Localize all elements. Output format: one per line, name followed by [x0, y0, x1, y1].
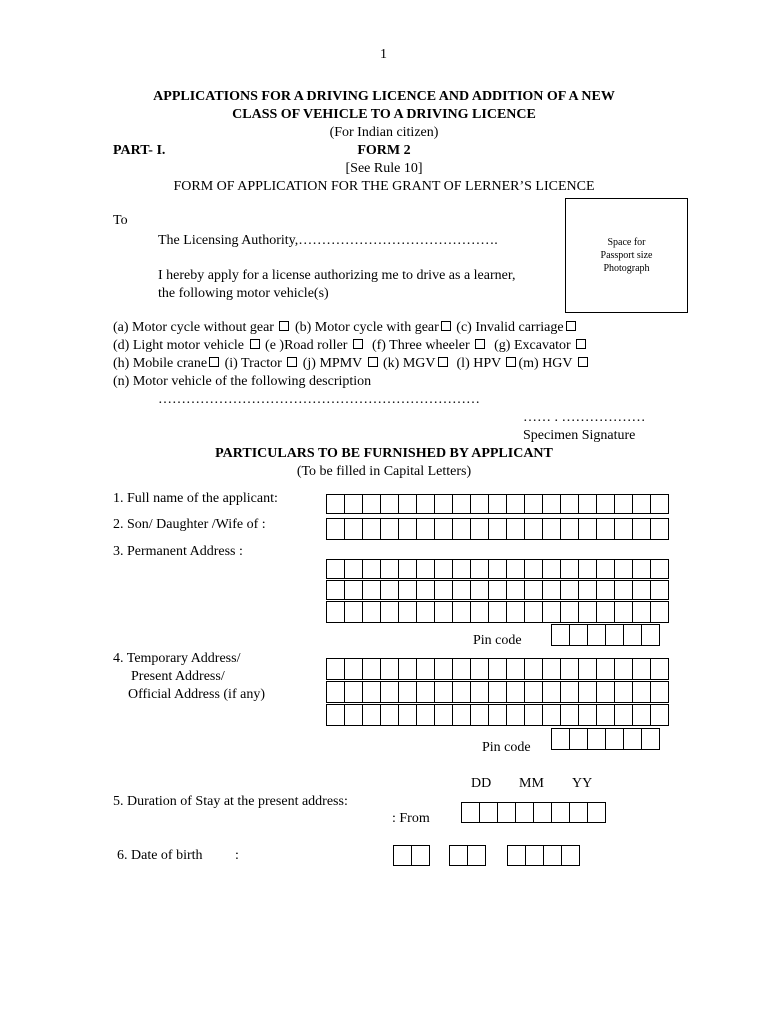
char-box[interactable] — [525, 681, 543, 703]
char-box[interactable] — [480, 802, 498, 823]
char-box[interactable] — [543, 601, 561, 623]
char-box[interactable] — [435, 658, 453, 680]
char-box[interactable] — [489, 580, 507, 600]
char-box[interactable] — [507, 494, 525, 514]
particulars-heading: PARTICULARS TO BE FURNISHED BY APPLICANT — [215, 446, 553, 461]
char-box[interactable] — [327, 681, 345, 703]
char-box[interactable] — [561, 601, 579, 623]
char-box[interactable] — [498, 802, 516, 823]
char-box[interactable] — [381, 601, 399, 623]
temp-address-label-3: Official Address (if any) — [128, 687, 265, 702]
char-box[interactable] — [345, 580, 363, 600]
char-box[interactable] — [435, 704, 453, 726]
char-box[interactable] — [399, 658, 417, 680]
char-box[interactable] — [615, 580, 633, 600]
char-box[interactable] — [381, 658, 399, 680]
vehicle-m-label: (m) HGV — [518, 356, 573, 371]
char-box[interactable] — [417, 601, 435, 623]
full-name-label: 1. Full name of the applicant: — [113, 491, 278, 506]
char-box[interactable] — [471, 494, 489, 514]
pin-code-label-1: Pin code — [473, 633, 522, 648]
to-label: To — [113, 213, 128, 228]
char-box[interactable] — [534, 802, 552, 823]
char-box[interactable] — [561, 518, 579, 540]
char-box[interactable] — [417, 559, 435, 579]
char-box[interactable] — [615, 518, 633, 540]
char-box[interactable] — [327, 658, 345, 680]
vehicle-row-2 — [113, 338, 588, 354]
char-box[interactable] — [435, 681, 453, 703]
char-box[interactable] — [633, 681, 651, 703]
char-box[interactable] — [381, 518, 399, 540]
char-box[interactable] — [579, 601, 597, 623]
vehicle-c-label: (c) Invalid carriage — [456, 320, 564, 335]
char-box[interactable] — [561, 559, 579, 579]
char-box[interactable] — [399, 559, 417, 579]
char-box[interactable] — [526, 845, 544, 866]
char-box[interactable] — [489, 658, 507, 680]
char-box[interactable] — [417, 580, 435, 600]
char-box[interactable] — [435, 601, 453, 623]
char-box[interactable] — [525, 658, 543, 680]
duration-label: 5. Duration of Stay at the present address: — [113, 794, 348, 809]
char-box[interactable] — [633, 658, 651, 680]
dob-label: 6. Date of birth — [117, 848, 203, 863]
char-box[interactable] — [543, 518, 561, 540]
char-box[interactable] — [435, 559, 453, 579]
char-box[interactable] — [525, 704, 543, 726]
temp-address-boxes-row3[interactable] — [326, 704, 669, 726]
vehicle-row-3 — [113, 356, 590, 372]
char-box[interactable] — [579, 681, 597, 703]
char-box[interactable] — [489, 601, 507, 623]
vehicle-n-description-line[interactable]: …………………………………………………………… — [158, 392, 480, 407]
char-box[interactable] — [417, 681, 435, 703]
char-box[interactable] — [525, 494, 543, 514]
char-box[interactable] — [615, 559, 633, 579]
char-box[interactable] — [543, 704, 561, 726]
char-box[interactable] — [471, 658, 489, 680]
vehicle-k-label: (k) MGV — [383, 356, 436, 371]
vehicle-f-label: (f) Three wheeler — [371, 338, 470, 353]
char-box[interactable] — [615, 601, 633, 623]
char-box[interactable] — [327, 494, 345, 514]
char-box[interactable] — [450, 845, 468, 866]
specimen-signature-label: Specimen Signature — [523, 428, 636, 443]
vehicle-d-checkbox[interactable] — [250, 339, 260, 349]
char-box[interactable] — [327, 704, 345, 726]
char-box[interactable] — [597, 559, 615, 579]
application-title: FORM OF APPLICATION FOR THE GRANT OF LERNER’S LICENCE — [173, 179, 595, 194]
char-box[interactable] — [399, 518, 417, 540]
char-box[interactable] — [462, 802, 480, 823]
char-box[interactable] — [381, 681, 399, 703]
char-box[interactable] — [363, 681, 381, 703]
char-box[interactable] — [435, 580, 453, 600]
char-box[interactable] — [489, 494, 507, 514]
char-box[interactable] — [363, 559, 381, 579]
char-box[interactable] — [507, 518, 525, 540]
vehicle-i-label: (i) Tractor — [224, 356, 282, 371]
char-box[interactable] — [417, 658, 435, 680]
char-box[interactable] — [399, 494, 417, 514]
char-box[interactable] — [633, 559, 651, 579]
vehicle-m-checkbox[interactable] — [578, 357, 588, 367]
char-box[interactable] — [507, 681, 525, 703]
char-box[interactable] — [633, 518, 651, 540]
char-box[interactable] — [544, 845, 562, 866]
vehicle-a-label: (a) Motor cycle without gear — [113, 320, 274, 335]
char-box[interactable] — [579, 494, 597, 514]
char-box[interactable] — [453, 704, 471, 726]
char-box[interactable] — [399, 580, 417, 600]
char-box[interactable] — [381, 704, 399, 726]
vehicle-g-label: (g) Excavator — [494, 338, 571, 353]
form-number: FORM 2 — [357, 143, 411, 158]
char-box[interactable] — [651, 494, 669, 514]
char-box[interactable] — [651, 658, 669, 680]
char-box[interactable] — [435, 518, 453, 540]
vehicle-b-checkbox[interactable] — [441, 321, 451, 331]
char-box[interactable] — [507, 704, 525, 726]
char-box[interactable] — [399, 681, 417, 703]
char-box[interactable] — [570, 624, 588, 646]
char-box[interactable] — [615, 681, 633, 703]
char-box[interactable] — [561, 580, 579, 600]
permanent-address-boxes-row1[interactable] — [326, 559, 669, 579]
char-box[interactable] — [453, 559, 471, 579]
char-box[interactable] — [597, 704, 615, 726]
char-box[interactable] — [651, 601, 669, 623]
char-box[interactable] — [399, 601, 417, 623]
char-box[interactable] — [606, 728, 624, 750]
char-box[interactable] — [345, 681, 363, 703]
pin-code-boxes-2[interactable] — [551, 728, 660, 750]
relation-label: 2. Son/ Daughter /Wife of : — [113, 517, 266, 532]
char-box[interactable] — [345, 518, 363, 540]
char-box[interactable] — [453, 681, 471, 703]
vehicle-e-checkbox[interactable] — [353, 339, 363, 349]
char-box[interactable] — [633, 601, 651, 623]
char-box[interactable] — [327, 559, 345, 579]
char-box[interactable] — [642, 728, 660, 750]
char-box[interactable] — [552, 802, 570, 823]
char-box[interactable] — [453, 518, 471, 540]
char-box[interactable] — [345, 559, 363, 579]
char-box[interactable] — [453, 601, 471, 623]
char-box[interactable] — [525, 559, 543, 579]
char-box[interactable] — [642, 624, 660, 646]
signature-line[interactable]: …… . ……………… — [523, 410, 646, 425]
full-name-boxes[interactable] — [326, 494, 669, 514]
char-box[interactable] — [525, 518, 543, 540]
char-box[interactable] — [543, 658, 561, 680]
relation-boxes[interactable] — [326, 518, 669, 540]
vehicle-l-checkbox[interactable] — [506, 357, 516, 367]
char-box[interactable] — [471, 580, 489, 600]
char-box[interactable] — [399, 704, 417, 726]
char-box[interactable] — [597, 681, 615, 703]
char-box[interactable] — [588, 624, 606, 646]
char-box[interactable] — [588, 728, 606, 750]
char-box[interactable] — [579, 559, 597, 579]
char-box[interactable] — [552, 624, 570, 646]
char-box[interactable] — [394, 845, 412, 866]
char-box[interactable] — [615, 704, 633, 726]
char-box[interactable] — [561, 658, 579, 680]
char-box[interactable] — [345, 494, 363, 514]
form-subtitle: (For Indian citizen) — [329, 125, 439, 140]
dob-day-boxes[interactable] — [393, 845, 430, 866]
vehicle-n-label: (n) Motor vehicle of the following description — [113, 374, 372, 389]
char-box[interactable] — [508, 845, 526, 866]
char-box[interactable] — [615, 494, 633, 514]
char-box[interactable] — [579, 580, 597, 600]
char-box[interactable] — [615, 658, 633, 680]
char-box[interactable] — [525, 601, 543, 623]
char-box[interactable] — [633, 494, 651, 514]
char-box[interactable] — [651, 704, 669, 726]
char-box[interactable] — [363, 494, 381, 514]
char-box[interactable] — [471, 704, 489, 726]
char-box[interactable] — [543, 681, 561, 703]
yy-label: YY — [572, 776, 593, 791]
vehicle-k-checkbox[interactable] — [438, 357, 448, 367]
char-box[interactable] — [363, 580, 381, 600]
particulars-subheading: (To be filled in Capital Letters) — [296, 464, 472, 479]
char-box[interactable] — [561, 681, 579, 703]
char-box[interactable] — [381, 494, 399, 514]
char-box[interactable] — [624, 728, 642, 750]
char-box[interactable] — [468, 845, 486, 866]
temp-address-boxes-row1[interactable] — [326, 658, 669, 680]
char-box[interactable] — [624, 624, 642, 646]
rule-reference: [See Rule 10] — [345, 161, 423, 176]
char-box[interactable] — [327, 601, 345, 623]
vehicle-l-label: (l) HPV — [456, 356, 501, 371]
char-box[interactable] — [327, 580, 345, 600]
char-box[interactable] — [345, 658, 363, 680]
char-box[interactable] — [363, 601, 381, 623]
passport-photo-box: Space for Passport size Photograph — [565, 198, 688, 313]
char-box[interactable] — [597, 518, 615, 540]
char-box[interactable] — [381, 580, 399, 600]
vehicle-c-checkbox[interactable] — [566, 321, 576, 331]
char-box[interactable] — [633, 704, 651, 726]
vehicle-j-label: (j) MPMV — [302, 356, 363, 371]
permanent-address-boxes-row2[interactable] — [326, 580, 669, 600]
dd-label: DD — [471, 776, 492, 791]
pin-code-label-2: Pin code — [482, 740, 531, 755]
temp-address-label-1: 4. Temporary Address/ — [113, 651, 241, 666]
char-box[interactable] — [561, 494, 579, 514]
char-box[interactable] — [570, 728, 588, 750]
char-box[interactable] — [579, 658, 597, 680]
char-box[interactable] — [417, 494, 435, 514]
mm-label: MM — [519, 776, 544, 791]
char-box[interactable] — [606, 624, 624, 646]
char-box[interactable] — [417, 704, 435, 726]
char-box[interactable] — [579, 704, 597, 726]
char-box[interactable] — [471, 559, 489, 579]
char-box[interactable] — [489, 704, 507, 726]
char-box[interactable] — [453, 658, 471, 680]
char-box[interactable] — [363, 658, 381, 680]
char-box[interactable] — [507, 580, 525, 600]
apply-text-line1: I hereby apply for a license authorizing me to drive as a learner, — [158, 268, 516, 283]
char-box[interactable] — [543, 559, 561, 579]
dob-colon: : — [235, 848, 239, 863]
vehicle-h-checkbox[interactable] — [209, 357, 219, 367]
dob-year-boxes[interactable] — [507, 845, 580, 866]
char-box[interactable] — [543, 580, 561, 600]
char-box[interactable] — [363, 704, 381, 726]
char-box[interactable] — [579, 518, 597, 540]
char-box[interactable] — [588, 802, 606, 823]
char-box[interactable] — [489, 681, 507, 703]
char-box[interactable] — [489, 559, 507, 579]
char-box[interactable] — [597, 494, 615, 514]
char-box[interactable] — [507, 559, 525, 579]
vehicle-e-label: (e )Road roller — [265, 338, 348, 353]
char-box[interactable] — [327, 518, 345, 540]
char-box[interactable] — [597, 601, 615, 623]
vehicle-f-checkbox[interactable] — [475, 339, 485, 349]
vehicle-j-checkbox[interactable] — [368, 357, 378, 367]
temp-address-boxes-row2[interactable] — [326, 681, 669, 703]
permanent-address-label: 3. Permanent Address : — [113, 544, 243, 559]
char-box[interactable] — [651, 518, 669, 540]
licensing-authority: The Licensing Authority,……………………………………. — [158, 233, 498, 248]
temp-address-label-2: Present Address/ — [131, 669, 225, 684]
char-box[interactable] — [516, 802, 534, 823]
char-box[interactable] — [651, 580, 669, 600]
duration-from-boxes[interactable] — [461, 802, 606, 823]
char-box[interactable] — [345, 601, 363, 623]
char-box[interactable] — [552, 728, 570, 750]
char-box[interactable] — [453, 494, 471, 514]
dob-month-boxes[interactable] — [449, 845, 486, 866]
part-label: PART- I. — [113, 143, 166, 158]
apply-text-line2: the following motor vehicle(s) — [158, 286, 329, 301]
form-title-line1: APPLICATIONS FOR A DRIVING LICENCE AND ADDITION OF A NEW — [153, 89, 615, 104]
char-box[interactable] — [525, 580, 543, 600]
vehicle-h-label: (h) Mobile crane — [113, 356, 208, 371]
char-box[interactable] — [561, 704, 579, 726]
char-box[interactable] — [597, 580, 615, 600]
vehicle-g-checkbox[interactable] — [576, 339, 586, 349]
char-box[interactable] — [345, 704, 363, 726]
pin-code-boxes-1[interactable] — [551, 624, 660, 646]
char-box[interactable] — [412, 845, 430, 866]
vehicle-row-1 — [113, 320, 578, 336]
char-box[interactable] — [489, 518, 507, 540]
char-box[interactable] — [417, 518, 435, 540]
vehicle-d-label: (d) Light motor vehicle — [113, 338, 245, 353]
permanent-address-boxes-row3[interactable] — [326, 601, 669, 623]
vehicle-b-label: (b) Motor cycle with gear — [294, 320, 439, 335]
char-box[interactable] — [597, 658, 615, 680]
char-box[interactable] — [570, 802, 588, 823]
from-label: : From — [392, 811, 430, 826]
char-box[interactable] — [363, 518, 381, 540]
char-box[interactable] — [562, 845, 580, 866]
vehicle-i-checkbox[interactable] — [287, 357, 297, 367]
char-box[interactable] — [507, 658, 525, 680]
char-box[interactable] — [471, 518, 489, 540]
char-box[interactable] — [633, 580, 651, 600]
char-box[interactable] — [507, 601, 525, 623]
char-box[interactable] — [471, 601, 489, 623]
vehicle-a-checkbox[interactable] — [279, 321, 289, 331]
form-title-line2: CLASS OF VEHICLE TO A DRIVING LICENCE — [232, 107, 536, 122]
char-box[interactable] — [651, 681, 669, 703]
char-box[interactable] — [381, 559, 399, 579]
char-box[interactable] — [435, 494, 453, 514]
char-box[interactable] — [543, 494, 561, 514]
page-number: 1 — [380, 47, 387, 62]
char-box[interactable] — [471, 681, 489, 703]
char-box[interactable] — [453, 580, 471, 600]
char-box[interactable] — [651, 559, 669, 579]
